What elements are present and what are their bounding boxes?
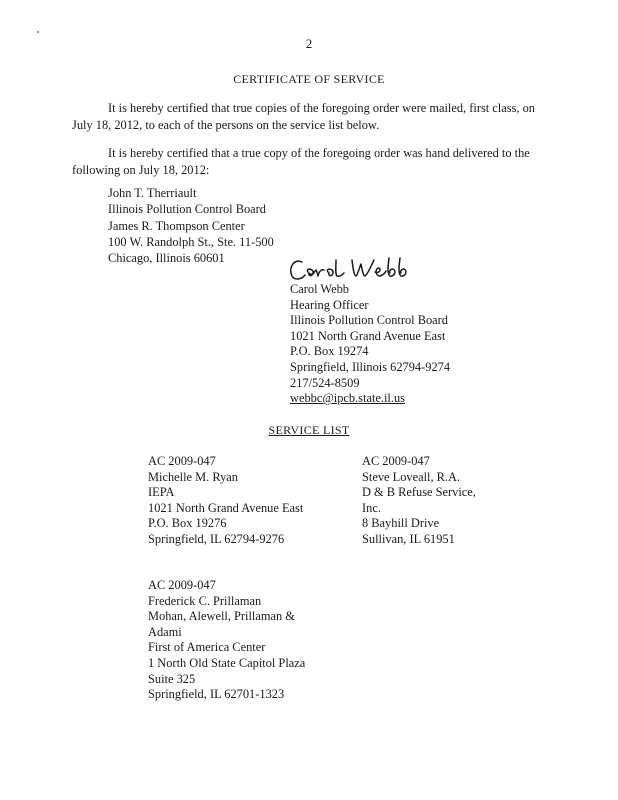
entry-line: Sullivan, IL 61951 <box>362 531 455 546</box>
officer-city: Springfield, Illinois 62794-9274 <box>290 359 451 374</box>
entry-line: Adami <box>148 624 182 639</box>
scan-speck <box>37 31 39 33</box>
entry-line: 1021 North Grand Avenue East <box>148 500 304 515</box>
entry-line: AC 2009-047 <box>362 454 430 468</box>
entry-line: Steve Loveall, R.A. <box>362 469 461 484</box>
entry-line: Suite 325 <box>148 671 196 686</box>
officer-street: 1021 North Grand Avenue East <box>290 328 446 343</box>
address-line: John T. Therriault <box>108 186 197 200</box>
service-list-entry <box>148 578 305 703</box>
service-list-entry <box>362 454 476 548</box>
hand-delivery-paragraph: It is hereby certified that a true copy of the foregoing order was hand delivered to the following on July 18, 2012: <box>72 146 530 177</box>
page-number: 2 <box>305 36 313 51</box>
mailing-paragraph: It is hereby certified that true copies of the foregoing order were mailed, first class, on July 18, 2012, to each of the persons on the service list below. <box>72 101 535 132</box>
address-line: Chicago, Illinois 60601 <box>108 251 225 266</box>
entry-line: AC 2009-047 <box>148 454 216 468</box>
entry-line: Inc. <box>362 500 381 515</box>
certificate-title: CERTIFICATE OF SERVICE <box>233 72 385 86</box>
address-line: James R. Thompson Center <box>108 218 245 233</box>
address-line: 100 W. Randolph St., Ste. 11-500 <box>108 234 274 249</box>
entry-line: D & B Refuse Service, <box>362 485 476 500</box>
hearing-officer-block <box>290 282 450 407</box>
entry-line: Mohan, Alewell, Prillaman & <box>148 609 295 624</box>
entry-line: Michelle M. Ryan <box>148 469 239 484</box>
officer-name: Carol Webb <box>290 282 349 296</box>
signature-graphic <box>286 254 426 284</box>
service-list-entry <box>148 454 303 548</box>
entry-line: Springfield, IL 62701-1323 <box>148 687 285 702</box>
entry-line: 8 Bayhill Drive <box>362 516 440 531</box>
officer-title: Hearing Officer <box>290 297 369 312</box>
officer-email-link[interactable]: webbc@ipcb.state.il.us <box>290 391 405 406</box>
entry-line: AC 2009-047 <box>148 578 216 592</box>
address-line: Illinois Pollution Control Board <box>108 202 266 217</box>
hand-delivery-address <box>108 185 274 266</box>
officer-phone: 217/524-8509 <box>290 375 360 390</box>
entry-line: First of America Center <box>148 640 266 655</box>
entry-line: Springfield, IL 62794-9276 <box>148 531 285 546</box>
officer-organization: Illinois Pollution Control Board <box>290 313 448 328</box>
entry-line: Frederick C. Prillaman <box>148 593 262 608</box>
officer-po-box: P.O. Box 19274 <box>290 344 369 359</box>
entry-line: 1 North Old State Capitol Plaza <box>148 655 306 670</box>
entry-line: P.O. Box 19276 <box>148 516 227 531</box>
entry-line: IEPA <box>148 485 175 500</box>
service-list-title: SERVICE LIST <box>268 423 350 437</box>
